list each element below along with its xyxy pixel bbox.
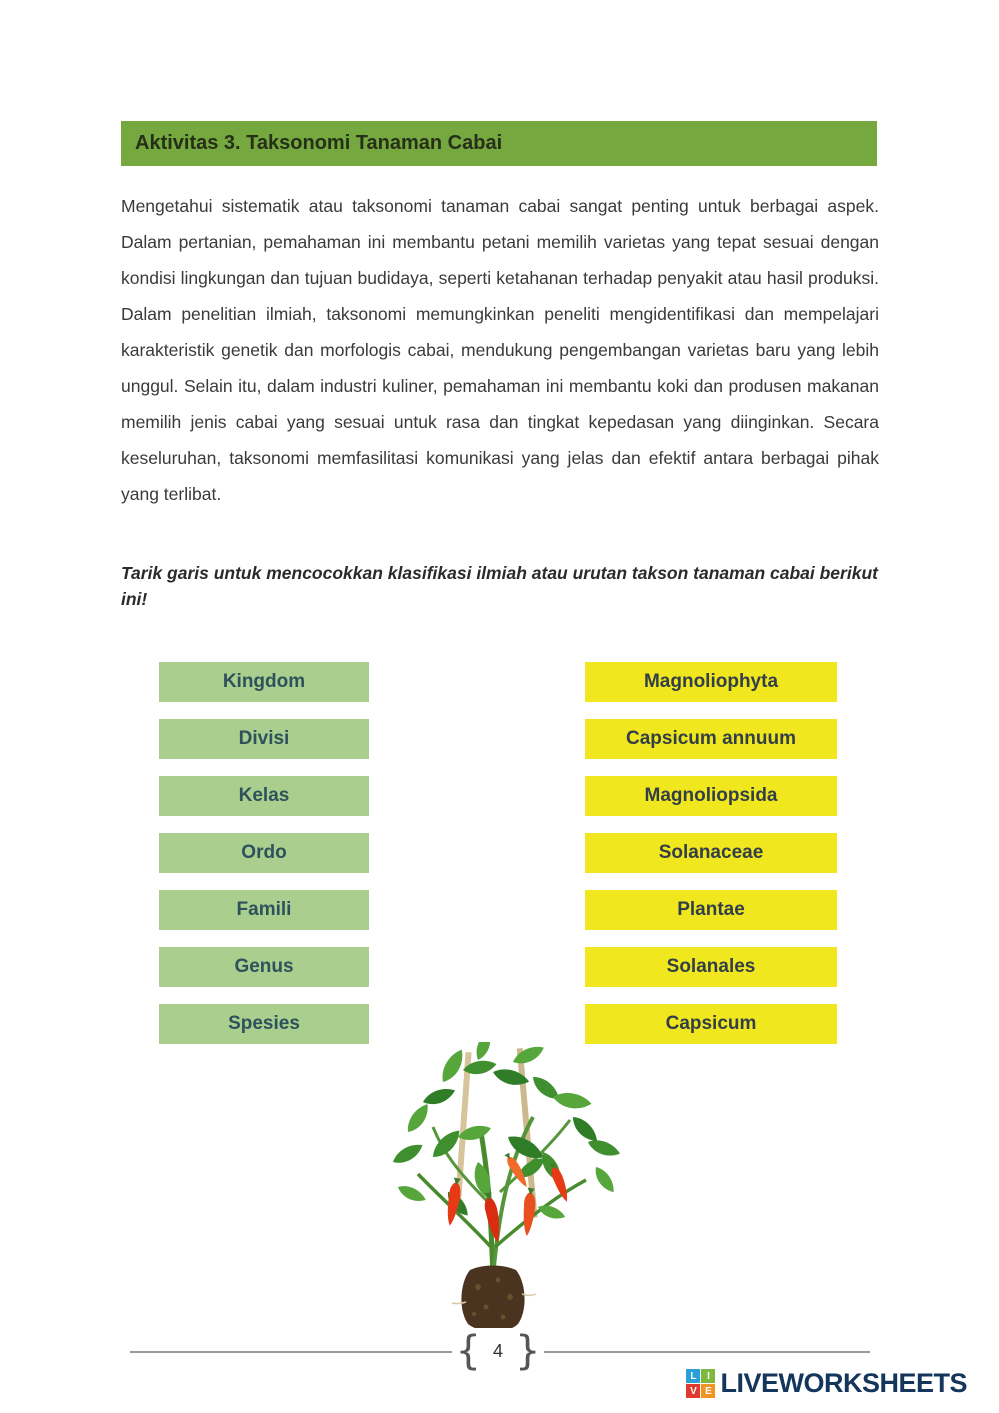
page-number-bracket-left-icon: { [455,1328,481,1374]
logo-letter-i: I [701,1369,715,1383]
taxon-name-box-capsicum[interactable]: Capsicum [585,1004,837,1044]
chili-plant-image [338,1042,658,1337]
liveworksheets-logo[interactable] [686,1368,967,1399]
logo-letter-v: V [686,1384,700,1398]
page-number-value: 4 [492,1340,503,1361]
liveworksheets-wordmark: LIVEWORKSHEETS [720,1368,967,1398]
taxon-rank-column [159,662,369,1044]
taxon-rank-box-kelas[interactable]: Kelas [159,776,369,816]
taxon-rank-box-genus[interactable]: Genus [159,947,369,987]
taxon-rank-box-divisi[interactable]: Divisi [159,719,369,759]
matching-instruction: Tarik garis untuk mencocokkan klasifikasi ilmiah atau urutan takson tanaman cabai berikut ini! [121,563,878,609]
page-number [452,1328,544,1374]
logo-letter-e: E [701,1384,715,1398]
taxon-name-box-capsicum-annuum[interactable]: Capsicum annuum [585,719,837,759]
page-number-bracket-right-icon: } [515,1328,541,1374]
taxon-name-box-magnoliopsida[interactable]: Magnoliopsida [585,776,837,816]
liveworksheets-logo-icon [686,1369,715,1398]
activity-title: Aktivitas 3. Taksonomi Tanaman Cabai [135,132,503,154]
taxon-name-column [585,662,837,1044]
taxon-name-box-plantae[interactable]: Plantae [585,890,837,930]
logo-letter-l: L [686,1369,700,1383]
activity-title-bar [121,121,877,166]
taxon-name-box-solanales[interactable]: Solanales [585,947,837,987]
taxon-rank-box-spesies[interactable]: Spesies [159,1004,369,1044]
taxon-name-box-magnoliophyta[interactable]: Magnoliophyta [585,662,837,702]
taxon-rank-box-famili[interactable]: Famili [159,890,369,930]
taxon-rank-box-kingdom[interactable]: Kingdom [159,662,369,702]
taxon-name-box-solanaceae[interactable]: Solanaceae [585,833,837,873]
intro-paragraph: Mengetahui sistematik atau taksonomi tanaman cabai sangat penting untuk berbagai aspek. Dalam pertanian, pemahaman ini membantu petani memilih varietas yang tepat sesuai dengan kondisi lingkungan dan tujuan budidaya, seperti ketahanan terhadap penyakit atau hasil produksi. Dalam penelitian ilmiah, taksonomi memungkinkan peneliti mengidentifikasi dan mempelajari karakteristik genetik dan morfologis cabai, mendukung pengembangan varietas baru yang lebih unggul. Selain itu, dalam industri kuliner, pemahaman ini membantu koki dan produsen makanan memilih jenis cabai yang sesuai untuk rasa dan tingkat kepedasan yang diinginkan. Secara keseluruhan, taksonomi memfasilitasi komunikasi yang jelas dan efektif antara berbagai pihak yang terlibat. [121,196,879,504]
taxon-rank-box-ordo[interactable]: Ordo [159,833,369,873]
